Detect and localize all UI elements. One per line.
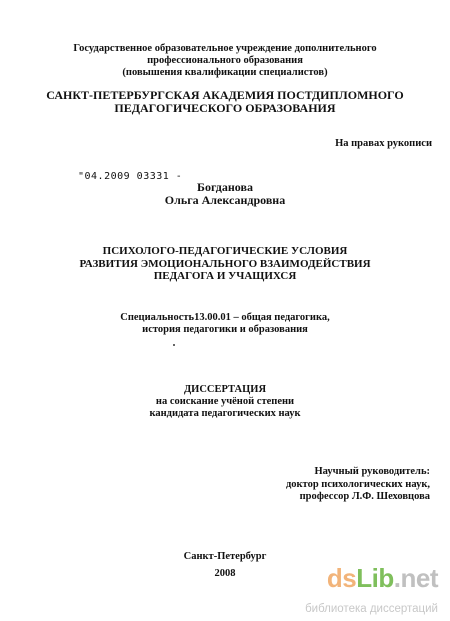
year: 2008 — [214, 568, 236, 579]
supervisor-name: профессор Л.Ф. Шеховцова — [299, 491, 430, 502]
institution-line-2: профессионального образования — [147, 55, 303, 66]
specialty — [0, 312, 450, 336]
specialty-line-1: Специальность13.00.01 – общая педагогика, — [120, 312, 330, 323]
archive-stamp-number: "04.2009 03331 - — [78, 171, 183, 182]
logo-lib: Lib — [356, 563, 394, 593]
logo-net: .net — [393, 563, 438, 593]
institution-header — [0, 43, 450, 79]
supervisor-degree: доктор психологических наук, — [285, 478, 430, 490]
author-name — [0, 181, 450, 207]
institution-line-1: Государственное образовательное учреждение дополнительного — [73, 43, 377, 54]
watermark-caption: библиотека диссертаций — [305, 603, 438, 615]
title-line-1: ПСИХОЛОГО-ПЕДАГОГИЧЕСКИЕ УСЛОВИЯ — [102, 245, 348, 257]
dissertation-title — [0, 245, 450, 283]
degree-line-2: кандидата педагогических наук — [149, 408, 301, 419]
dissertation-degree — [0, 384, 450, 420]
city: Санкт-Петербург — [183, 551, 267, 562]
specialty-line-2: история педагогики и образования — [142, 324, 308, 335]
title-line-3: ПЕДАГОГА И УЧАЩИХСЯ — [153, 270, 297, 282]
author-given-names: Ольга Александровна — [164, 193, 286, 207]
supervisor-label: Научный руководитель: — [314, 466, 430, 477]
institution-line-3: (повышения квалификации специалистов) — [122, 67, 328, 78]
academy-line-2: ПЕДАГОГИЧЕСКОГО ОБРАЗОВАНИЯ — [114, 101, 336, 115]
supervisor-block — [286, 466, 430, 504]
speck-mark — [173, 344, 175, 346]
dissertation-label: ДИССЕРТАЦИЯ — [183, 384, 267, 395]
logo-ds: ds — [326, 563, 357, 593]
degree-line-1: на соискание учёной степени — [155, 396, 295, 407]
academy-line-1: САНКТ-ПЕТЕРБУРГСКАЯ АКАДЕМИЯ ПОСТДИПЛОМНОГО — [46, 88, 404, 102]
title-line-2: РАЗВИТИЯ ЭМОЦИОНАЛЬНОГО ВЗАИМОДЕЙСТВИЯ — [79, 257, 371, 270]
dslib-watermark — [262, 559, 442, 619]
author-surname: Богданова — [197, 180, 253, 194]
academy-name — [0, 89, 450, 115]
dslib-logo — [327, 563, 438, 594]
manuscript-rights-note: На правах рукописи — [335, 138, 432, 149]
